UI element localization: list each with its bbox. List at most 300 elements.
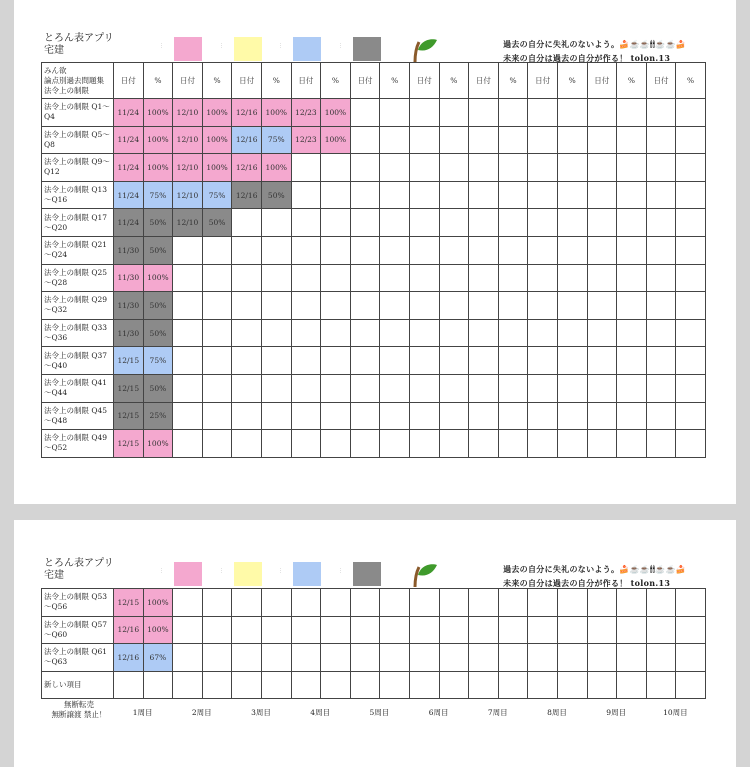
date-cell[interactable] bbox=[409, 236, 439, 264]
percent-cell[interactable] bbox=[261, 319, 291, 347]
percent-cell[interactable]: 100% bbox=[143, 154, 173, 182]
percent-cell[interactable]: 50% bbox=[202, 209, 232, 237]
date-cell[interactable] bbox=[646, 589, 676, 617]
date-cell[interactable] bbox=[291, 644, 321, 672]
percent-cell[interactable] bbox=[202, 347, 232, 375]
percent-cell[interactable] bbox=[321, 402, 351, 430]
percent-cell[interactable] bbox=[617, 292, 647, 320]
percent-cell[interactable] bbox=[321, 264, 351, 292]
percent-cell[interactable] bbox=[498, 236, 528, 264]
date-cell[interactable]: 12/16 bbox=[114, 644, 144, 672]
date-cell[interactable]: 12/10 bbox=[173, 126, 203, 154]
percent-cell[interactable] bbox=[380, 236, 410, 264]
date-cell[interactable] bbox=[409, 616, 439, 644]
date-cell[interactable] bbox=[646, 154, 676, 182]
percent-cell[interactable] bbox=[617, 126, 647, 154]
date-cell[interactable] bbox=[291, 616, 321, 644]
percent-cell[interactable] bbox=[557, 236, 587, 264]
percent-cell[interactable] bbox=[498, 209, 528, 237]
percent-cell[interactable] bbox=[617, 347, 647, 375]
date-cell[interactable] bbox=[528, 126, 558, 154]
date-cell[interactable]: 12/16 bbox=[232, 154, 262, 182]
date-cell[interactable] bbox=[528, 347, 558, 375]
date-cell[interactable] bbox=[469, 154, 499, 182]
percent-cell[interactable]: 50% bbox=[143, 319, 173, 347]
date-cell[interactable] bbox=[528, 589, 558, 617]
percent-cell[interactable] bbox=[321, 616, 351, 644]
percent-cell[interactable] bbox=[261, 264, 291, 292]
date-cell[interactable] bbox=[646, 264, 676, 292]
date-cell[interactable] bbox=[469, 402, 499, 430]
percent-cell[interactable] bbox=[557, 209, 587, 237]
date-cell[interactable] bbox=[409, 347, 439, 375]
date-cell[interactable]: 12/10 bbox=[173, 154, 203, 182]
date-cell[interactable] bbox=[291, 236, 321, 264]
date-cell[interactable]: 12/16 bbox=[232, 99, 262, 127]
percent-cell[interactable] bbox=[439, 644, 469, 672]
date-cell[interactable] bbox=[350, 347, 380, 375]
date-cell[interactable] bbox=[409, 319, 439, 347]
date-cell[interactable]: 12/15 bbox=[114, 430, 144, 458]
percent-cell[interactable] bbox=[676, 154, 706, 182]
percent-cell[interactable] bbox=[617, 671, 647, 699]
date-cell[interactable] bbox=[350, 616, 380, 644]
percent-cell[interactable] bbox=[557, 616, 587, 644]
percent-cell[interactable] bbox=[617, 644, 647, 672]
date-cell[interactable] bbox=[587, 319, 617, 347]
date-cell[interactable] bbox=[291, 319, 321, 347]
percent-cell[interactable]: 100% bbox=[202, 154, 232, 182]
percent-cell[interactable] bbox=[617, 616, 647, 644]
date-cell[interactable] bbox=[469, 319, 499, 347]
percent-cell[interactable] bbox=[261, 671, 291, 699]
percent-cell[interactable] bbox=[498, 589, 528, 617]
percent-cell[interactable] bbox=[617, 589, 647, 617]
percent-cell[interactable] bbox=[380, 430, 410, 458]
percent-cell[interactable] bbox=[498, 319, 528, 347]
percent-cell[interactable] bbox=[617, 264, 647, 292]
date-cell[interactable] bbox=[114, 671, 144, 699]
date-cell[interactable] bbox=[587, 616, 617, 644]
percent-cell[interactable] bbox=[202, 402, 232, 430]
percent-cell[interactable] bbox=[202, 430, 232, 458]
date-cell[interactable] bbox=[291, 292, 321, 320]
percent-cell[interactable] bbox=[557, 589, 587, 617]
percent-cell[interactable]: 100% bbox=[261, 154, 291, 182]
percent-cell[interactable]: 100% bbox=[202, 99, 232, 127]
date-cell[interactable] bbox=[409, 292, 439, 320]
date-cell[interactable] bbox=[350, 671, 380, 699]
date-cell[interactable]: 12/15 bbox=[114, 589, 144, 617]
date-cell[interactable] bbox=[291, 264, 321, 292]
date-cell[interactable] bbox=[528, 154, 558, 182]
percent-cell[interactable]: 100% bbox=[202, 126, 232, 154]
date-cell[interactable] bbox=[528, 402, 558, 430]
percent-cell[interactable] bbox=[261, 644, 291, 672]
percent-cell[interactable] bbox=[676, 671, 706, 699]
date-cell[interactable] bbox=[646, 126, 676, 154]
date-cell[interactable] bbox=[173, 644, 203, 672]
percent-cell[interactable] bbox=[202, 236, 232, 264]
percent-cell[interactable] bbox=[380, 319, 410, 347]
date-cell[interactable] bbox=[173, 616, 203, 644]
percent-cell[interactable] bbox=[261, 292, 291, 320]
date-cell[interactable] bbox=[350, 236, 380, 264]
percent-cell[interactable] bbox=[557, 264, 587, 292]
percent-cell[interactable] bbox=[498, 181, 528, 209]
percent-cell[interactable] bbox=[439, 402, 469, 430]
percent-cell[interactable] bbox=[498, 374, 528, 402]
percent-cell[interactable]: 50% bbox=[143, 209, 173, 237]
date-cell[interactable] bbox=[291, 589, 321, 617]
date-cell[interactable]: 12/10 bbox=[173, 209, 203, 237]
date-cell[interactable] bbox=[646, 347, 676, 375]
percent-cell[interactable] bbox=[557, 126, 587, 154]
percent-cell[interactable] bbox=[676, 99, 706, 127]
percent-cell[interactable] bbox=[557, 99, 587, 127]
percent-cell[interactable]: 75% bbox=[143, 181, 173, 209]
date-cell[interactable]: 11/24 bbox=[114, 154, 144, 182]
date-cell[interactable] bbox=[409, 644, 439, 672]
percent-cell[interactable]: 100% bbox=[321, 99, 351, 127]
date-cell[interactable]: 12/15 bbox=[114, 402, 144, 430]
date-cell[interactable] bbox=[469, 644, 499, 672]
date-cell[interactable] bbox=[409, 374, 439, 402]
date-cell[interactable] bbox=[291, 347, 321, 375]
percent-cell[interactable] bbox=[676, 236, 706, 264]
date-cell[interactable] bbox=[173, 292, 203, 320]
date-cell[interactable] bbox=[291, 154, 321, 182]
date-cell[interactable] bbox=[232, 347, 262, 375]
date-cell[interactable] bbox=[173, 430, 203, 458]
percent-cell[interactable]: 100% bbox=[143, 616, 173, 644]
percent-cell[interactable] bbox=[617, 430, 647, 458]
percent-cell[interactable]: 100% bbox=[143, 126, 173, 154]
date-cell[interactable] bbox=[528, 616, 558, 644]
date-cell[interactable] bbox=[587, 430, 617, 458]
date-cell[interactable] bbox=[469, 99, 499, 127]
date-cell[interactable] bbox=[646, 402, 676, 430]
percent-cell[interactable] bbox=[498, 402, 528, 430]
percent-cell[interactable]: 100% bbox=[143, 589, 173, 617]
date-cell[interactable] bbox=[232, 209, 262, 237]
percent-cell[interactable] bbox=[557, 402, 587, 430]
date-cell[interactable] bbox=[232, 671, 262, 699]
percent-cell[interactable] bbox=[202, 589, 232, 617]
date-cell[interactable] bbox=[469, 347, 499, 375]
percent-cell[interactable] bbox=[498, 126, 528, 154]
date-cell[interactable] bbox=[528, 236, 558, 264]
percent-cell[interactable] bbox=[321, 671, 351, 699]
percent-cell[interactable] bbox=[321, 181, 351, 209]
percent-cell[interactable] bbox=[380, 181, 410, 209]
date-cell[interactable] bbox=[350, 292, 380, 320]
percent-cell[interactable] bbox=[676, 292, 706, 320]
percent-cell[interactable] bbox=[498, 671, 528, 699]
date-cell[interactable] bbox=[291, 181, 321, 209]
date-cell[interactable]: 11/30 bbox=[114, 292, 144, 320]
percent-cell[interactable]: 50% bbox=[143, 236, 173, 264]
percent-cell[interactable] bbox=[557, 154, 587, 182]
percent-cell[interactable] bbox=[261, 402, 291, 430]
date-cell[interactable] bbox=[350, 589, 380, 617]
date-cell[interactable] bbox=[409, 126, 439, 154]
date-cell[interactable] bbox=[291, 402, 321, 430]
percent-cell[interactable] bbox=[261, 236, 291, 264]
date-cell[interactable] bbox=[528, 264, 558, 292]
percent-cell[interactable] bbox=[676, 589, 706, 617]
percent-cell[interactable] bbox=[439, 292, 469, 320]
percent-cell[interactable] bbox=[321, 374, 351, 402]
date-cell[interactable]: 11/24 bbox=[114, 181, 144, 209]
date-cell[interactable] bbox=[587, 374, 617, 402]
percent-cell[interactable] bbox=[439, 671, 469, 699]
percent-cell[interactable] bbox=[617, 154, 647, 182]
percent-cell[interactable] bbox=[617, 236, 647, 264]
percent-cell[interactable] bbox=[498, 264, 528, 292]
percent-cell[interactable] bbox=[676, 402, 706, 430]
date-cell[interactable]: 12/23 bbox=[291, 126, 321, 154]
date-cell[interactable] bbox=[646, 644, 676, 672]
percent-cell[interactable] bbox=[439, 154, 469, 182]
percent-cell[interactable] bbox=[557, 644, 587, 672]
date-cell[interactable]: 12/16 bbox=[114, 616, 144, 644]
percent-cell[interactable] bbox=[676, 181, 706, 209]
date-cell[interactable] bbox=[528, 319, 558, 347]
percent-cell[interactable] bbox=[617, 99, 647, 127]
percent-cell[interactable] bbox=[557, 374, 587, 402]
date-cell[interactable] bbox=[469, 236, 499, 264]
date-cell[interactable] bbox=[646, 99, 676, 127]
date-cell[interactable] bbox=[173, 319, 203, 347]
date-cell[interactable] bbox=[528, 671, 558, 699]
date-cell[interactable] bbox=[291, 374, 321, 402]
percent-cell[interactable]: 100% bbox=[321, 126, 351, 154]
date-cell[interactable] bbox=[350, 99, 380, 127]
percent-cell[interactable] bbox=[202, 374, 232, 402]
date-cell[interactable] bbox=[350, 126, 380, 154]
date-cell[interactable] bbox=[528, 292, 558, 320]
percent-cell[interactable] bbox=[439, 126, 469, 154]
percent-cell[interactable] bbox=[261, 347, 291, 375]
date-cell[interactable] bbox=[409, 209, 439, 237]
date-cell[interactable] bbox=[528, 644, 558, 672]
percent-cell[interactable] bbox=[439, 347, 469, 375]
percent-cell[interactable] bbox=[380, 154, 410, 182]
percent-cell[interactable] bbox=[557, 292, 587, 320]
percent-cell[interactable] bbox=[498, 644, 528, 672]
date-cell[interactable] bbox=[409, 402, 439, 430]
date-cell[interactable] bbox=[469, 292, 499, 320]
percent-cell[interactable] bbox=[676, 616, 706, 644]
percent-cell[interactable] bbox=[676, 430, 706, 458]
percent-cell[interactable] bbox=[321, 236, 351, 264]
date-cell[interactable] bbox=[173, 589, 203, 617]
date-cell[interactable] bbox=[469, 264, 499, 292]
percent-cell[interactable] bbox=[676, 374, 706, 402]
date-cell[interactable] bbox=[232, 430, 262, 458]
date-cell[interactable] bbox=[291, 209, 321, 237]
percent-cell[interactable] bbox=[557, 181, 587, 209]
percent-cell[interactable] bbox=[321, 292, 351, 320]
percent-cell[interactable]: 67% bbox=[143, 644, 173, 672]
percent-cell[interactable] bbox=[676, 264, 706, 292]
date-cell[interactable]: 11/30 bbox=[114, 319, 144, 347]
date-cell[interactable] bbox=[587, 644, 617, 672]
percent-cell[interactable] bbox=[439, 589, 469, 617]
date-cell[interactable] bbox=[409, 99, 439, 127]
percent-cell[interactable] bbox=[380, 99, 410, 127]
percent-cell[interactable] bbox=[202, 264, 232, 292]
percent-cell[interactable]: 50% bbox=[143, 374, 173, 402]
date-cell[interactable]: 12/15 bbox=[114, 347, 144, 375]
date-cell[interactable] bbox=[587, 589, 617, 617]
date-cell[interactable] bbox=[587, 99, 617, 127]
date-cell[interactable] bbox=[646, 181, 676, 209]
date-cell[interactable] bbox=[350, 644, 380, 672]
percent-cell[interactable] bbox=[321, 589, 351, 617]
date-cell[interactable] bbox=[587, 671, 617, 699]
date-cell[interactable] bbox=[528, 99, 558, 127]
date-cell[interactable] bbox=[350, 402, 380, 430]
date-cell[interactable] bbox=[232, 374, 262, 402]
date-cell[interactable] bbox=[587, 181, 617, 209]
date-cell[interactable] bbox=[232, 616, 262, 644]
percent-cell[interactable] bbox=[557, 430, 587, 458]
percent-cell[interactable] bbox=[380, 616, 410, 644]
percent-cell[interactable]: 75% bbox=[143, 347, 173, 375]
date-cell[interactable] bbox=[469, 616, 499, 644]
date-cell[interactable] bbox=[646, 236, 676, 264]
percent-cell[interactable] bbox=[617, 402, 647, 430]
date-cell[interactable] bbox=[350, 264, 380, 292]
date-cell[interactable] bbox=[469, 209, 499, 237]
percent-cell[interactable] bbox=[380, 264, 410, 292]
date-cell[interactable] bbox=[646, 319, 676, 347]
percent-cell[interactable] bbox=[380, 292, 410, 320]
percent-cell[interactable] bbox=[202, 319, 232, 347]
percent-cell[interactable]: 50% bbox=[261, 181, 291, 209]
date-cell[interactable] bbox=[350, 181, 380, 209]
date-cell[interactable]: 11/24 bbox=[114, 99, 144, 127]
date-cell[interactable] bbox=[350, 374, 380, 402]
percent-cell[interactable]: 100% bbox=[143, 99, 173, 127]
percent-cell[interactable] bbox=[261, 209, 291, 237]
percent-cell[interactable]: 25% bbox=[143, 402, 173, 430]
date-cell[interactable] bbox=[291, 430, 321, 458]
percent-cell[interactable] bbox=[439, 430, 469, 458]
percent-cell[interactable]: 50% bbox=[143, 292, 173, 320]
date-cell[interactable]: 11/30 bbox=[114, 236, 144, 264]
date-cell[interactable] bbox=[232, 236, 262, 264]
percent-cell[interactable] bbox=[380, 126, 410, 154]
date-cell[interactable] bbox=[469, 430, 499, 458]
percent-cell[interactable] bbox=[439, 616, 469, 644]
date-cell[interactable] bbox=[469, 589, 499, 617]
date-cell[interactable] bbox=[528, 209, 558, 237]
percent-cell[interactable] bbox=[557, 671, 587, 699]
date-cell[interactable] bbox=[350, 154, 380, 182]
percent-cell[interactable] bbox=[557, 347, 587, 375]
percent-cell[interactable] bbox=[380, 671, 410, 699]
date-cell[interactable] bbox=[528, 374, 558, 402]
percent-cell[interactable] bbox=[498, 430, 528, 458]
percent-cell[interactable] bbox=[617, 319, 647, 347]
date-cell[interactable] bbox=[409, 264, 439, 292]
date-cell[interactable] bbox=[173, 347, 203, 375]
date-cell[interactable] bbox=[646, 671, 676, 699]
date-cell[interactable] bbox=[409, 181, 439, 209]
percent-cell[interactable] bbox=[676, 209, 706, 237]
percent-cell[interactable] bbox=[321, 347, 351, 375]
percent-cell[interactable] bbox=[498, 99, 528, 127]
percent-cell[interactable] bbox=[261, 589, 291, 617]
date-cell[interactable] bbox=[587, 264, 617, 292]
date-cell[interactable] bbox=[173, 402, 203, 430]
date-cell[interactable] bbox=[646, 374, 676, 402]
percent-cell[interactable] bbox=[676, 644, 706, 672]
date-cell[interactable] bbox=[409, 589, 439, 617]
date-cell[interactable] bbox=[587, 126, 617, 154]
date-cell[interactable]: 12/15 bbox=[114, 374, 144, 402]
percent-cell[interactable] bbox=[143, 671, 173, 699]
date-cell[interactable]: 12/10 bbox=[173, 181, 203, 209]
date-cell[interactable] bbox=[587, 236, 617, 264]
percent-cell[interactable] bbox=[202, 616, 232, 644]
percent-cell[interactable] bbox=[557, 319, 587, 347]
percent-cell[interactable] bbox=[439, 99, 469, 127]
date-cell[interactable] bbox=[173, 374, 203, 402]
date-cell[interactable] bbox=[232, 264, 262, 292]
percent-cell[interactable] bbox=[498, 347, 528, 375]
date-cell[interactable] bbox=[232, 319, 262, 347]
percent-cell[interactable] bbox=[321, 319, 351, 347]
percent-cell[interactable] bbox=[676, 347, 706, 375]
percent-cell[interactable] bbox=[261, 430, 291, 458]
percent-cell[interactable] bbox=[321, 644, 351, 672]
date-cell[interactable] bbox=[232, 644, 262, 672]
percent-cell[interactable] bbox=[202, 644, 232, 672]
percent-cell[interactable]: 100% bbox=[261, 99, 291, 127]
percent-cell[interactable] bbox=[676, 126, 706, 154]
date-cell[interactable]: 11/24 bbox=[114, 209, 144, 237]
date-cell[interactable] bbox=[173, 236, 203, 264]
percent-cell[interactable] bbox=[202, 292, 232, 320]
percent-cell[interactable] bbox=[380, 347, 410, 375]
date-cell[interactable] bbox=[469, 671, 499, 699]
date-cell[interactable] bbox=[409, 671, 439, 699]
date-cell[interactable] bbox=[350, 209, 380, 237]
date-cell[interactable] bbox=[646, 616, 676, 644]
percent-cell[interactable] bbox=[617, 209, 647, 237]
percent-cell[interactable] bbox=[439, 181, 469, 209]
date-cell[interactable] bbox=[587, 154, 617, 182]
date-cell[interactable]: 11/24 bbox=[114, 126, 144, 154]
date-cell[interactable] bbox=[587, 292, 617, 320]
date-cell[interactable] bbox=[409, 154, 439, 182]
date-cell[interactable] bbox=[469, 374, 499, 402]
date-cell[interactable] bbox=[587, 347, 617, 375]
percent-cell[interactable] bbox=[498, 616, 528, 644]
date-cell[interactable] bbox=[469, 181, 499, 209]
date-cell[interactable]: 12/10 bbox=[173, 99, 203, 127]
date-cell[interactable]: 12/16 bbox=[232, 126, 262, 154]
date-cell[interactable] bbox=[173, 671, 203, 699]
percent-cell[interactable] bbox=[380, 374, 410, 402]
date-cell[interactable] bbox=[587, 402, 617, 430]
date-cell[interactable] bbox=[232, 402, 262, 430]
date-cell[interactable]: 12/23 bbox=[291, 99, 321, 127]
